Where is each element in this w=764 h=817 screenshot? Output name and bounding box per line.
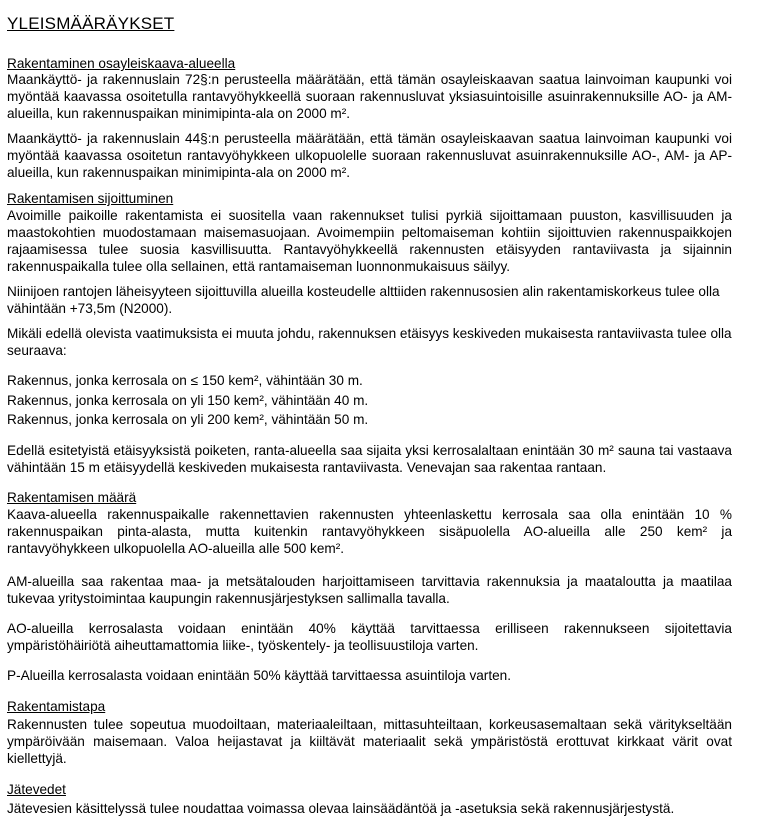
section-heading-sijoittuminen: Rakentamisen sijoittuminen [7, 191, 174, 206]
paragraph: Kaava-alueella rakennuspaikalle rakennettavien rakennusten yhteenlaskettu kerrosala saa olla enintään 10 % rakennuspaikan pinta-alasta, mutta kuitenkin rantavyöhykkeen sisäpuolella AO-alueilla alle 250 kem² ja rantavyöhykkeen ulkopuolella AO-alueilla alle 500 kem². [7, 507, 732, 556]
section-heading-rakentaminen: Rakentaminen osayleiskaava-alueella [7, 56, 236, 71]
section-heading-rakentamistapa: Rakentamistapa [7, 699, 106, 714]
paragraph: Jätevesien käsittelyssä tulee noudattaa voimassa olevaa lainsäädäntöä ja -asetuksia sekä rakennusjärjestystä. [7, 801, 675, 816]
list-item: Rakennus, jonka kerrosala on ≤ 150 kem², vähintään 30 m. [7, 373, 363, 388]
list-item: Rakennus, jonka kerrosala on yli 200 kem², vähintään 50 m. [7, 412, 369, 427]
paragraph: Niinijoen rantojen läheisyyteen sijoittuvilla alueilla kosteudelle alttiiden rakennusosien alin rakentamiskorkeus tulee olla vähintään +73,5m (N2000). [7, 284, 720, 316]
paragraph: Edellä esitetyistä etäisyyksistä poiketen, ranta-alueella saa sijaita yksi kerrosalaltaan enintään 30 m² sauna tai vastaava vähintään 15 m etäisyydellä keskiveden mukaisesta rantaviivasta. Venevajan saa rakentaa rantaan. [7, 443, 732, 475]
paragraph: Avoimille paikoille rakentamista ei suositella vaan rakennukset tulisi pyrkiä sijoittamaan puuston, kasvillisuuden ja maastokohtien muodostamaan maisemasuojaan. Avoimempiin peltomaiseman kohtiin sijoittuvien rakennuspaikkojen rajaamisessa tulee suosia kasvillisuutta. Rantavyöhykkeellä rakennusten etäisyyden rantaviivasta ja sijainnin rakennuspaikalla tulee olla sellainen, että rantamaiseman luonnonmukaisuus säilyy. [7, 208, 732, 274]
paragraph: Maankäyttö- ja rakennuslain 44§:n perusteella määrätään, että tämän osayleiskaavan saatua lainvoiman kaupunki voi myöntää kaavassa osoitetun rantavyöhykkeen ulkopuolelle suoraan rakennusluvat asuinrakennuksille AO-, AM- ja AP-alueilla, kun rakennuspaikan minimipinta-ala on 2000 m². [7, 131, 732, 180]
paragraph: AO-alueilla kerrosalasta voidaan enintään 40% käyttää tarvittaessa erilliseen rakennukseen sijoitettavia ympäristöhäiriötä aiheuttamattomia liike-, työskentely- ja teollisuustiloja varten. [7, 621, 732, 653]
list-item: Rakennus, jonka kerrosala on yli 150 kem², vähintään 40 m. [7, 393, 369, 408]
paragraph: Mikäli edellä olevista vaatimuksista ei muuta johdu, rakennuksen etäisyys keskiveden mukaisesta rantaviivasta tulee olla seuraava: [7, 326, 732, 358]
section-heading-maara: Rakentamisen määrä [7, 490, 137, 505]
paragraph: Rakennusten tulee sopeutua muodoiltaan, materiaaleiltaan, mittasuhteiltaan, korkeusasemaltaan sekä väritykseltään ympäröivään maisemaan. Valoa heijastavat ja kiiltävät materiaalit sekä ympäristöstä erottuvat kirkkaat värit ovat kiellettyjä. [7, 717, 732, 766]
paragraph: P-Alueilla kerrosalasta voidaan enintään 50% käyttää tarvittaessa asuintiloja varten. [7, 668, 512, 683]
paragraph: AM-alueilla saa rakentaa maa- ja metsätalouden harjoittamiseen tarvittavia rakennuksia ja maataloutta ja maatilaa tukevaa yritystoimintaa kaupungin rakennusjärjestyksen sallimalla tavalla. [7, 574, 732, 606]
paragraph: Maankäyttö- ja rakennuslain 72§:n perusteella määrätään, että tämän osayleiskaavan saatua lainvoiman kaupunki voi myöntää kaavassa osoitetulla rantavyöhykkeellä suoraan rakennusluvat yksiasuintoisille asuinrakennuksille AO- ja AM-alueilla, kun rakennuspaikan minimipinta-ala on 2000 m². [7, 72, 732, 121]
section-heading-jatevedet: Jätevedet [7, 782, 66, 797]
page-title: YLEISMÄÄRÄYKSET [7, 14, 175, 33]
